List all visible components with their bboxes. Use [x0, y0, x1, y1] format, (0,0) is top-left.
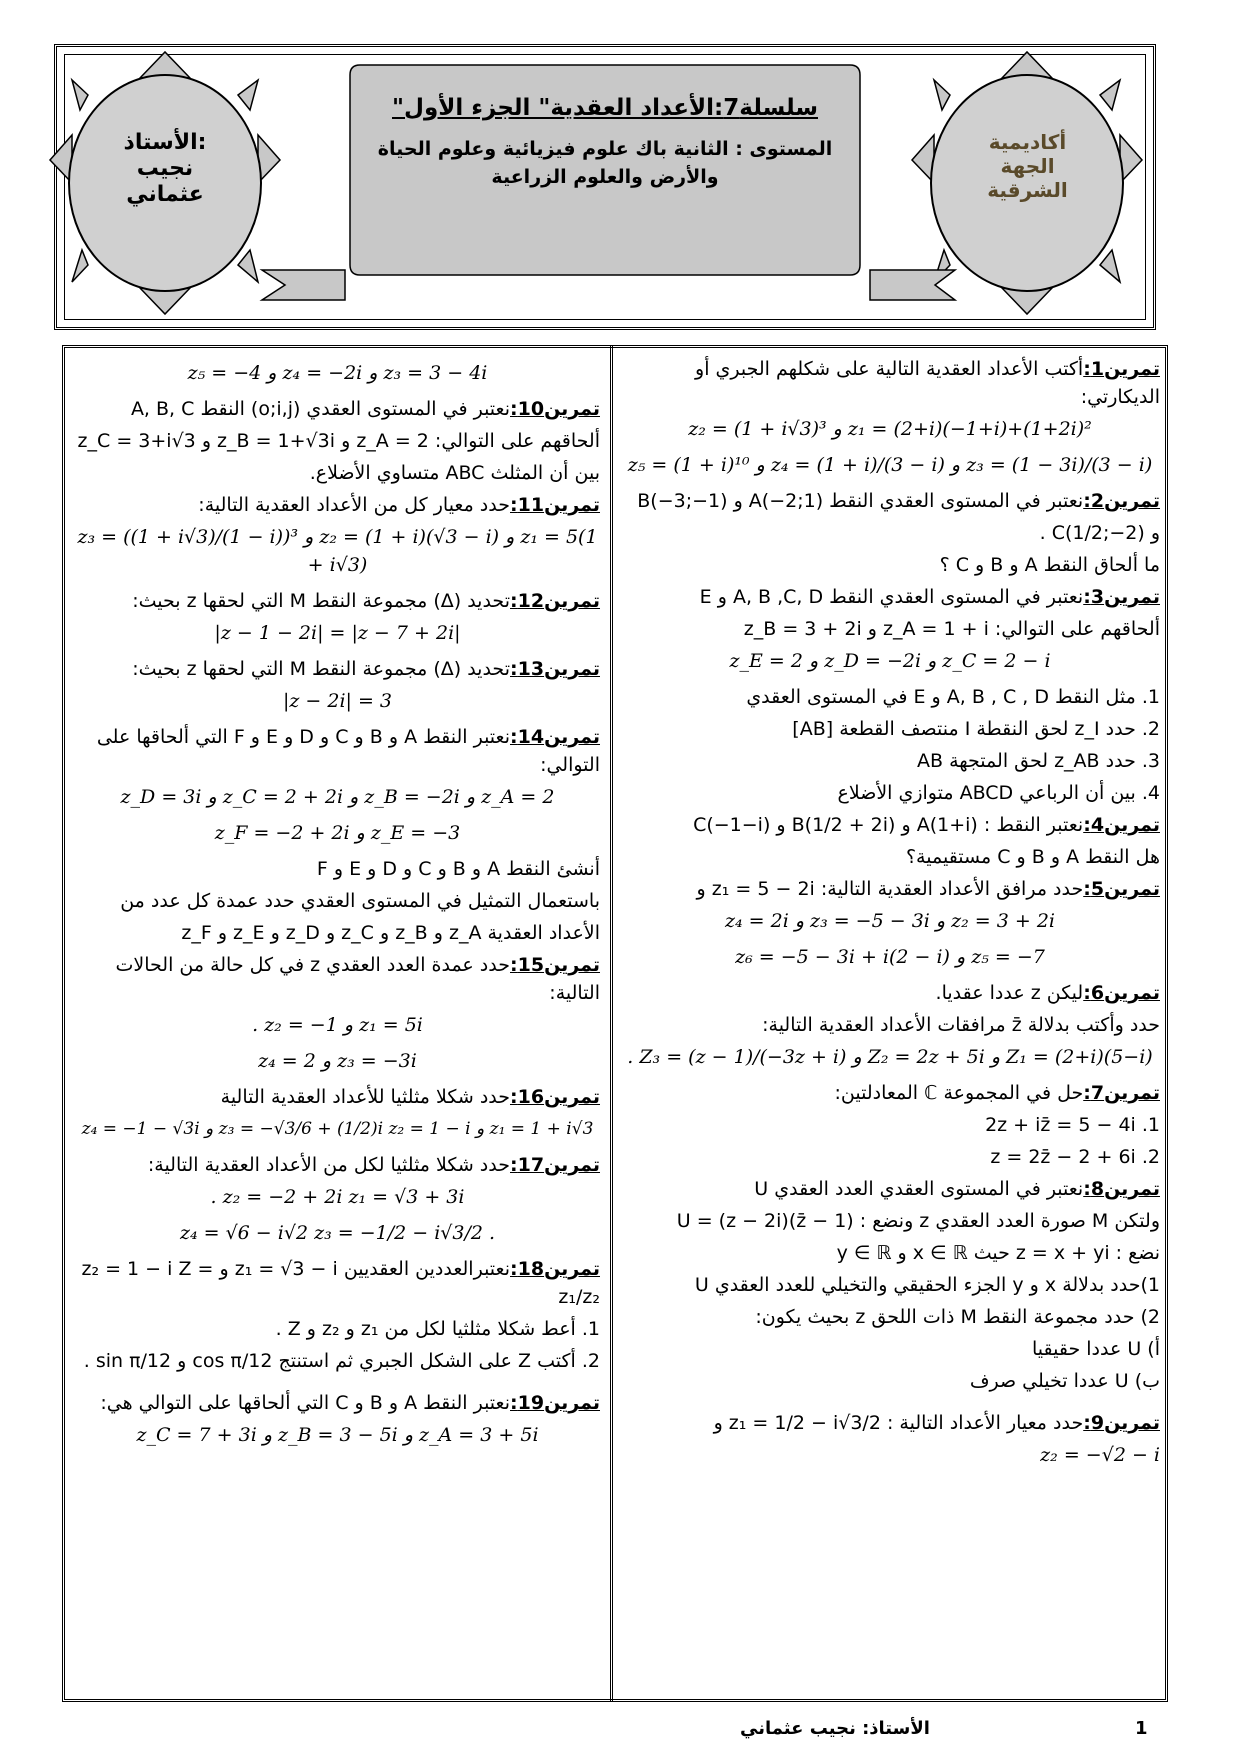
exercise-3-item-3: 3. حدد z_AB لحق المتجهة AB [917, 750, 1160, 772]
exercise-12-eq: |z − 1 − 2i| = |z − 7 + 2i| [214, 622, 461, 644]
exercise-15-label: تمرين15: [510, 954, 600, 976]
exercise-8-label: تمرين8: [1083, 1178, 1160, 1200]
left-column [75, 355, 600, 1457]
level-line-2: والأرض والعلوم الزراعية [491, 166, 719, 188]
academy-label [970, 130, 1085, 202]
exercise-6-label: تمرين6: [1083, 982, 1160, 1004]
exercise-6-text-2: حدد وأكتب بدلالة z̄ مرافقات الأعداد العقدية التالية: [762, 1014, 1160, 1036]
exercise-14-text-2: أنشئ النقط A و B و C و D و E و F [316, 858, 600, 880]
exercise-7-item-2: z = 2z̄ − 2 + 6i .2 [990, 1146, 1160, 1168]
exercise-19-label: تمرين19: [510, 1392, 600, 1414]
exercise-3-item-1: 1. مثل النقط A, B , C , D و E في المستوى العقدي [746, 686, 1160, 708]
column-divider [610, 345, 613, 1702]
exercise-13-text: تحديد (Δ) مجموعة النقط M التي لحقها z بحيث: [132, 658, 510, 680]
exercise-16-text: حدد شكلا مثلثيا للأعداد العقدية التالية [220, 1086, 510, 1108]
exercise-14-eq-2: z_F = −2 + 2i و z_E = −3 [214, 822, 461, 844]
exercise-13-eq: |z − 2i| = 3 [282, 690, 393, 712]
exercise-8-text-3: نضع : z = x + yi حيث x ∈ ℝ و y ∈ ℝ [836, 1242, 1160, 1264]
left-top-eq: z₅ = −4 و z₄ = −2i و z₃ = 3 − 4i [187, 362, 488, 384]
exercise-13-label: تمرين13: [510, 658, 600, 680]
exercise-3-text-2: ألحاقهم على التوالي: z_A = 1 + i و z_B = 3 + 2i [743, 618, 1160, 640]
exercise-5-label: تمرين5: [1083, 878, 1160, 900]
exercise-9-label: تمرين9: [1083, 1412, 1160, 1434]
exercise-11-label: تمرين11: [510, 494, 600, 516]
exercise-15-eq-2: z₄ = 2 و z₃ = −3i [258, 1050, 417, 1072]
exercise-5-text: حدد مرافق الأعداد العقدية التالية: z₁ = 5 − 2i و [696, 878, 1084, 900]
exercise-14-eq-1: z_D = 3i و z_C = 2 + 2i و z_B = −2i و z_A = 2 [120, 786, 555, 808]
exercise-17-label: تمرين17: [510, 1154, 600, 1176]
exercise-10-text-3: بين أن المثلث ABC متساوي الأضلاع. [309, 462, 600, 484]
exercise-11-eq: z₃ = ((1 + i√3)/(1 − i))³ و z₂ = (1 + i)(√3 − i) و z₁ = 5(1 + i√3) [77, 526, 598, 576]
teacher-line-1: الأستاذ: [123, 130, 207, 155]
exercise-5-eq-2: z₆ = −5 − 3i + i(2 − i) و z₅ = −7 [735, 946, 1045, 968]
exercise-15-text: حدد عمدة العدد العقدي z في كل حالة من الحالات التالية: [115, 954, 600, 1004]
exercise-2-question: ما ألحاق النقط A و B و C ؟ [939, 554, 1160, 576]
academy-line-1: أكاديمية [988, 130, 1067, 154]
exercise-9-eq: z₂ = −√2 − i [1040, 1444, 1160, 1466]
exercise-1-eq-2: z₅ = (1 + i)¹⁰ و z₄ = (1 + i)/(3 − i) و z₃ = (1 − 3i)/(3 − i) [627, 454, 1153, 476]
exercise-8-item-1: 1)حدد بدلالة x و y الجزء الحقيقي والتخيلي للعدد العقدي U [694, 1274, 1160, 1296]
exercise-2-text: نعتبر في المستوى العقدي النقط A(−2;1) و B(−3;−1) [637, 490, 1084, 512]
exercise-7-text: حل في المجموعة ℂ المعادلتين: [834, 1082, 1084, 1104]
exercise-17-eq-1: . z₂ = −2 + 2i z₁ = √3 + 3i [210, 1186, 465, 1208]
exercise-4-question: هل النقط A و B و C مستقيمية؟ [905, 846, 1160, 868]
exercise-6-eq: . Z₃ = (z − 1)/(−3z + i) و Z₂ = 2z + 5i و Z₁ = (2+i)(5−i) [627, 1046, 1153, 1068]
exercise-1-label: تمرين1: [1083, 358, 1160, 380]
exercise-16-label: تمرين16: [510, 1086, 600, 1108]
exercise-8-text: نعتبر في المستوى العقدي العدد العقدي U [754, 1178, 1084, 1200]
academy-line-2: الجهة [1000, 154, 1055, 178]
exercise-3-item-2: 2. حدد z_I لحق النقطة I منتصف القطعة [AB] [792, 718, 1160, 740]
exercise-7-item-1: 2z + iz̄ = 5 − 4i .1 [985, 1114, 1160, 1136]
page-number: 1 [1135, 1718, 1148, 1739]
exercise-4-text: نعتبر النقط : A(1+i) و B(1/2 + 2i) و C(−1−i) [693, 814, 1084, 836]
exercise-3-item-4: 4. بين أن الرباعي ABCD متوازي الأضلاع [837, 782, 1160, 804]
exercise-8-item-4: ب) U عددا تخيلي صرف [969, 1370, 1160, 1392]
exercise-10-text-2: ألحاقهم على التوالي: z_A = 2 و z_B = 1+√3i و z_C = 3+i√3 [77, 430, 600, 452]
exercise-2-text-2: و C(1/2;−2) . [1039, 522, 1160, 544]
exercise-8-text-2: ولتكن M صورة العدد العقدي z ونضع : U = (z − 2i)(z̄ − 1) [676, 1210, 1160, 1232]
teacher-line-2: نجيب [136, 156, 194, 181]
exercise-7-label: تمرين7: [1083, 1082, 1160, 1104]
teacher-line-3: عثماني [126, 182, 204, 207]
exercise-18-item-1: 1. أعط شكلا مثلثيا لكل من z₁ و z₂ و Z . [275, 1318, 600, 1340]
exercise-11-text: حدد معيار كل من الأعداد العقدية التالية: [198, 494, 510, 516]
exercise-5-eq-1: z₄ = 2i و z₃ = −5 − 3i و z₂ = 3 + 2i [724, 910, 1056, 932]
footer-author: الأستاذ: نجيب عثماني [740, 1718, 930, 1739]
exercise-8-item-2: 2) حدد مجموعة النقط M ذات اللحق z بحيث يكون: [755, 1306, 1160, 1328]
exercise-14-label: تمرين14: [510, 726, 600, 748]
exercise-9-text: حدد معيار الأعداد التالية : z₁ = 1/2 − i√3/2 و [713, 1412, 1084, 1434]
exercise-12-label: تمرين12: [510, 590, 600, 612]
exercise-3-label: تمرين3: [1083, 586, 1160, 608]
exercise-18-item-2: 2. أكتب Z على الشكل الجبري ثم استنتج cos π/12 و sin π/12 . [83, 1350, 600, 1372]
exercise-8-item-3: أ) U عددا حقيقيا [1031, 1338, 1160, 1360]
teacher-label [105, 130, 225, 208]
academy-line-3: الشرقية [987, 178, 1068, 202]
exercise-18-text: نعتبرالعددين العقديين z₁ = √3 − i و z₂ = 1 − i Z = z₁/z₂ [81, 1258, 600, 1308]
exercise-3-eq: z_E = 2 و z_D = −2i و z_C = 2 − i [729, 650, 1051, 672]
exercise-1-text: أكتب الأعداد العقدية التالية على شكلهم الجبري أو الديكارتي: [695, 358, 1160, 408]
exercise-14-text-4: الأعداد العقدية z_A و z_B و z_C و z_D و z_E و z_F [181, 922, 600, 944]
exercise-2-label: تمرين2: [1083, 490, 1160, 512]
exercise-10-text: نعتبر في المستوى العقدي (o;i,j) النقط A, B, C [130, 398, 510, 420]
exercise-4-label: تمرين4: [1083, 814, 1160, 836]
exercise-16-eq: z₄ = −1 − √3i و z₃ = −√3/6 + (1/2)i z₂ = 1 − i و z₁ = 1 + i√3 [81, 1119, 594, 1139]
exercise-19-text: نعتبر النقط A و B و C التي ألحاقها على التوالي هي: [100, 1392, 510, 1414]
level-line-1: المستوى : الثانية باك علوم فيزيائية وعلوم الحياة [377, 138, 833, 160]
series-title: سلسلة7:الأعداد العقدية" الجزء الأول" [392, 95, 818, 121]
right-column [620, 355, 1160, 1477]
exercise-12-text: تحديد (Δ) مجموعة النقط M التي لحقها z بحيث: [132, 590, 510, 612]
exercise-17-text: حدد شكلا مثلثيا لكل من الأعداد العقدية التالية: [147, 1154, 510, 1176]
exercise-15-eq-1: . z₂ = −1 و z₁ = 5i [252, 1014, 423, 1036]
exercise-3-text: نعتبر في المستوى العقدي النقط A, B ,C, D و E [699, 586, 1084, 608]
exercise-14-text: نعتبر النقط A و B و C و D و E و F التي ألحاقها على التوالي: [96, 726, 600, 776]
exercise-6-text: ليكن z عددا عقديا. [935, 982, 1084, 1004]
exercise-19-eq: z_C = 7 + 3i و z_B = 3 − 5i و z_A = 3 + 5i [136, 1424, 539, 1446]
exercise-1-eq-1: z₂ = (1 + i√3)³ و z₁ = (2+i)(−1+i)+(1+2i)² [688, 418, 1092, 440]
exercise-14-text-3: باستعمال التمثيل في المستوى العقدي حدد عمدة كل عدد من [120, 890, 600, 912]
exercise-17-eq-2: z₄ = √6 − i√2 z₃ = −1/2 − i√3/2 . [179, 1222, 496, 1244]
level-text [360, 135, 850, 191]
exercise-10-label: تمرين10: [510, 398, 600, 420]
exercise-18-label: تمرين18: [510, 1258, 600, 1280]
